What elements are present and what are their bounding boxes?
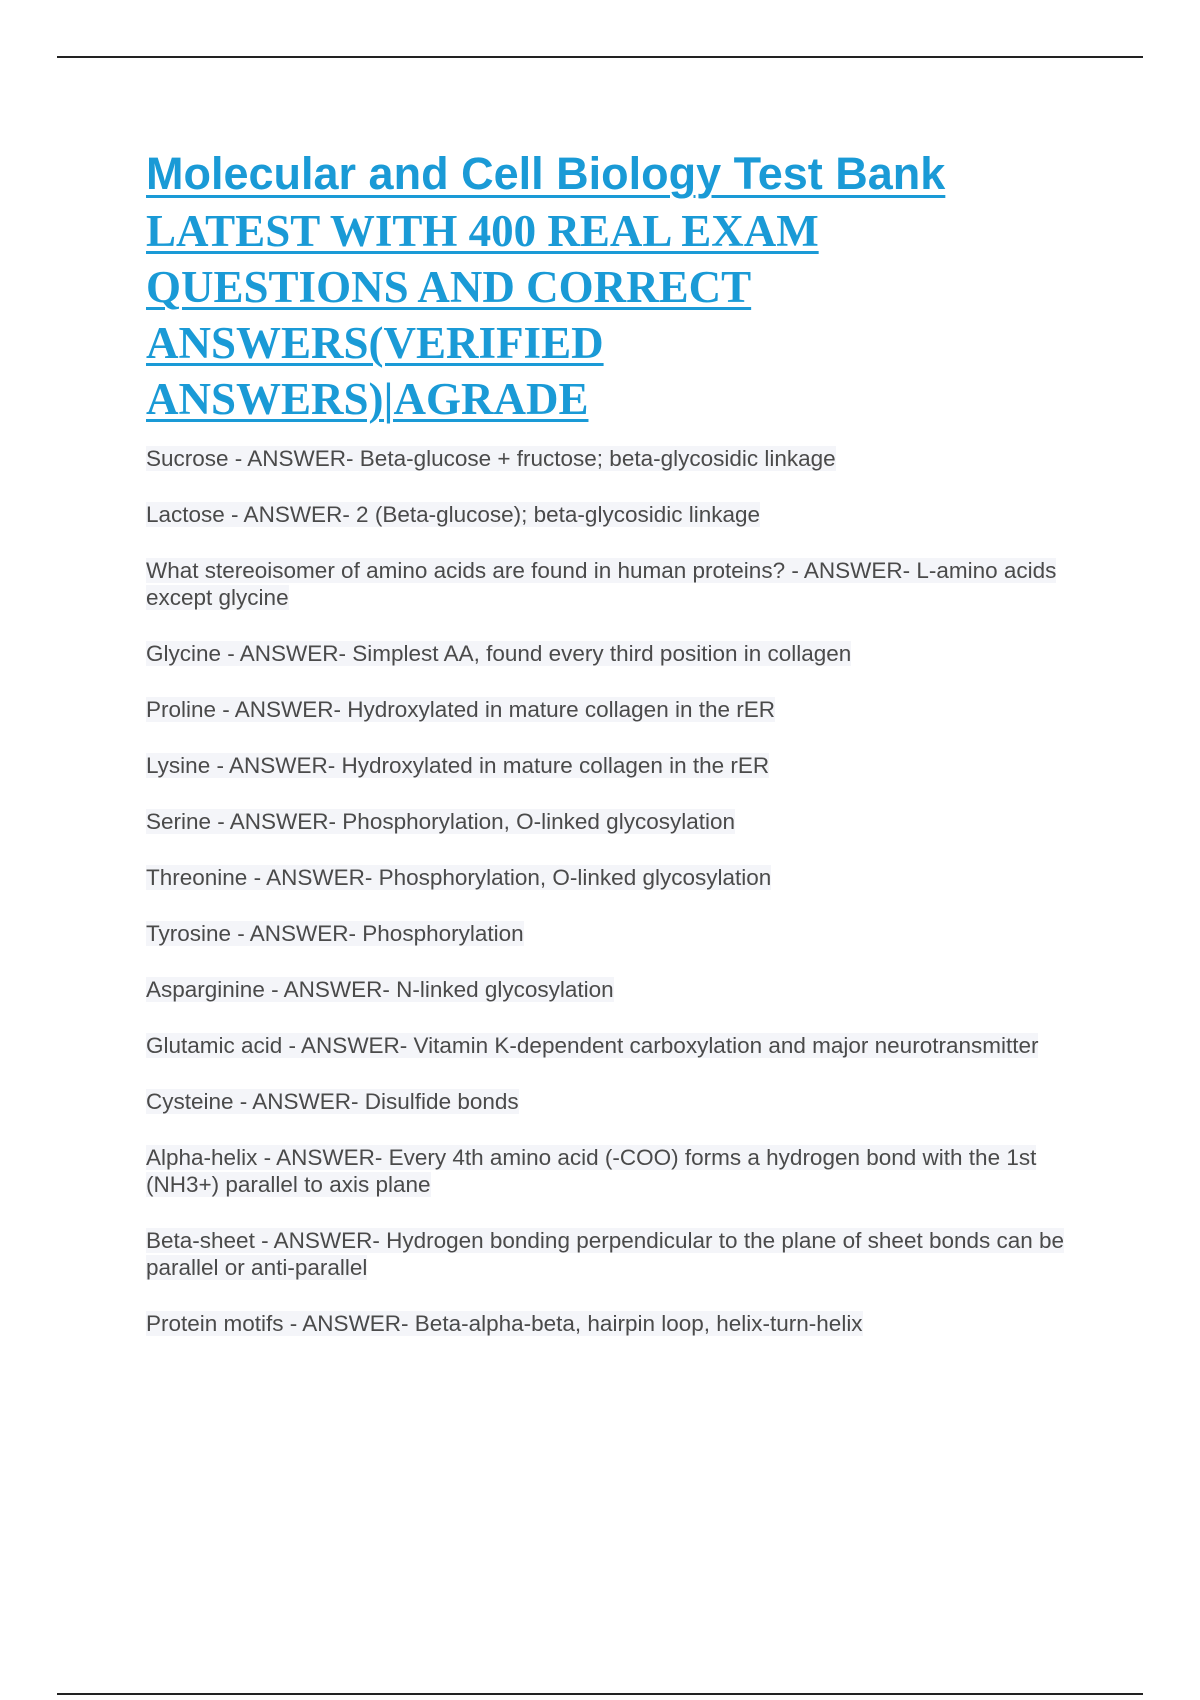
qa-text: Tyrosine - ANSWER- Phosphorylation — [146, 921, 524, 946]
qa-item — [146, 1032, 1076, 1059]
qa-item — [146, 696, 1076, 723]
title-line-sans: Molecular and Cell Biology Test Bank — [146, 148, 946, 199]
qa-text: Glutamic acid - ANSWER- Vitamin K-dependent carboxylation and major neurotransmitter — [146, 1033, 1039, 1058]
qa-item — [146, 1310, 1076, 1337]
qa-item — [146, 920, 1076, 947]
title-line-serif: LATEST WITH 400 REAL EXAM QUESTIONS AND CORRECT ANSWERS(VERIFIED ANSWERS)|AGRADE — [146, 206, 819, 424]
qa-text: Serine - ANSWER- Phosphorylation, O-linked glycosylation — [146, 809, 735, 834]
bottom-rule — [57, 1693, 1143, 1695]
qa-text: Proline - ANSWER- Hydroxylated in mature collagen in the rER — [146, 697, 776, 722]
qa-text: Asparginine - ANSWER- N-linked glycosylation — [146, 977, 614, 1002]
qa-text: Alpha-helix - ANSWER- Every 4th amino acid (-COO) forms a hydrogen bond with the 1st (NH3+) parallel to axis plane — [146, 1145, 1037, 1197]
qa-text: Sucrose - ANSWER- Beta-glucose + fructose; beta-glycosidic linkage — [146, 446, 836, 471]
qa-text: Threonine - ANSWER- Phosphorylation, O-linked glycosylation — [146, 865, 772, 890]
qa-item — [146, 976, 1076, 1003]
qa-item — [146, 557, 1076, 611]
qa-item — [146, 445, 1076, 472]
qa-text: Beta-sheet - ANSWER- Hydrogen bonding perpendicular to the plane of sheet bonds can be parallel or anti-parallel — [146, 1228, 1065, 1280]
qa-item — [146, 752, 1076, 779]
qa-item — [146, 1088, 1076, 1115]
qa-item — [146, 1227, 1076, 1281]
document-title — [146, 145, 1086, 427]
top-rule — [57, 56, 1143, 58]
qa-item — [146, 640, 1076, 667]
qa-item — [146, 808, 1076, 835]
qa-item — [146, 1144, 1076, 1198]
qa-text: Lysine - ANSWER- Hydroxylated in mature collagen in the rER — [146, 753, 770, 778]
qa-list — [146, 445, 1086, 1337]
document-content — [146, 145, 1086, 1366]
qa-item — [146, 864, 1076, 891]
qa-text: Protein motifs - ANSWER- Beta-alpha-beta, hairpin loop, helix-turn-helix — [146, 1311, 863, 1336]
qa-text: Glycine - ANSWER- Simplest AA, found every third position in collagen — [146, 641, 852, 666]
qa-item — [146, 501, 1076, 528]
qa-text: Lactose - ANSWER- 2 (Beta-glucose); beta-glycosidic linkage — [146, 502, 761, 527]
qa-text: Cysteine - ANSWER- Disulfide bonds — [146, 1089, 519, 1114]
qa-text: What stereoisomer of amino acids are found in human proteins? - ANSWER- L-amino acids except glycine — [146, 558, 1057, 610]
